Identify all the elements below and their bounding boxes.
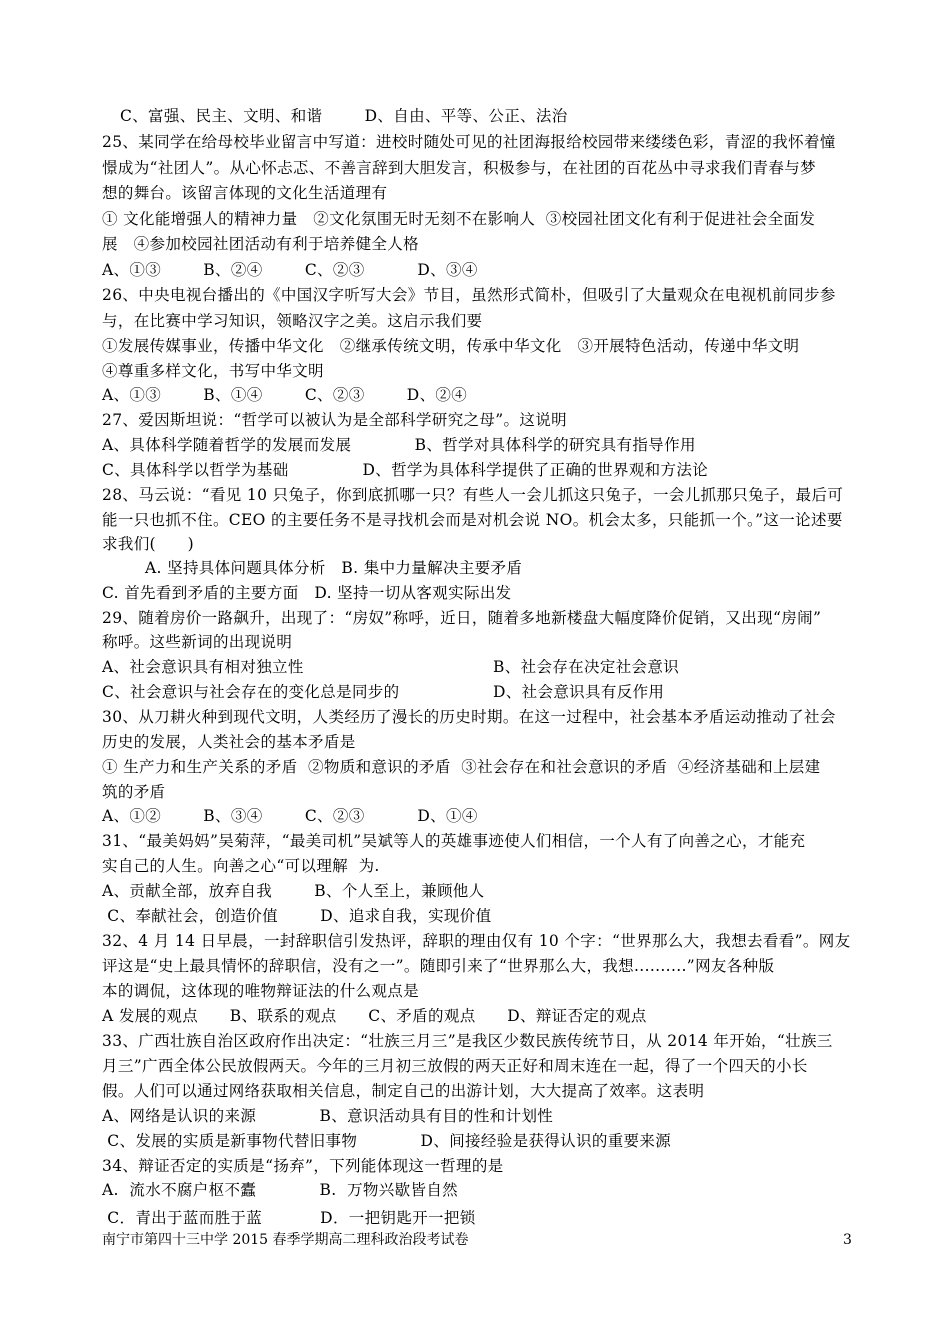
text-line: 25、某同学在给母校毕业留言中写道：进校时随处可见的社团海报给校园带来缕缕色彩，青涩的我怀着憧 (102, 133, 836, 151)
text-line: 假。人们可以通过网络获取相关信息，制定自己的出游计划，大大提高了效率。这表明 (102, 1082, 705, 1100)
text-line: 实自己的人生。向善之心“可以理解 为. (102, 857, 380, 875)
text-line: C. 首先看到矛盾的主要方面 D. 坚持一切从客观实际出发 (102, 584, 512, 602)
text-line: C、具体科学以哲学为基础 D、哲学为具体科学提供了正确的世界观和方法论 (102, 461, 709, 479)
text-line: 32、4 月 14 日早晨，一封辞职信引发热评，辞职的理由仅有 10 个字：“世界那么大，我想去看看”。网友 (102, 932, 851, 950)
text-line: 31、“最美妈妈”吴菊萍，“最美司机”吴斌等人的英雄事迹使人们相信，一个人有了向善之心，才能充 (102, 832, 806, 850)
text-line: ① 文化能增强人的精神力量 ②文化氛围无时无刻不在影响人 ③校园社团文化有利于促进社会全面发 (102, 210, 816, 228)
text-line: 历史的发展，人类社会的基本矛盾是 (102, 733, 356, 751)
text-line: 与，在比赛中学习知识，领略汉字之美。这启示我们要 (102, 312, 483, 330)
text-line: 憬成为“社团人”。从心怀忐忑、不善言辞到大胆发言，积极参与，在社团的百花丛中寻求我们青春与梦 (102, 159, 816, 177)
text-line: 筑的矛盾 (102, 783, 166, 801)
text-line: A、贡献全部，放弃自我 B、个人至上，兼顾他人 (102, 882, 485, 900)
text-line: 展 ④参加校园社团活动有利于培养健全人格 (102, 235, 419, 253)
text-line: 求我们( ) (102, 535, 195, 553)
text-line: B、社会存在决定社会意识 (493, 658, 680, 676)
text-line: A、①③ B、①④ C、②③ D、②④ (102, 386, 468, 404)
text-line: ① 生产力和生产关系的矛盾 ②物质和意识的矛盾 ③社会存在和社会意识的矛盾 ④经济基础和上层建 (102, 758, 821, 776)
text-line: 想的舞台。该留言体现的文化生活道理有 (102, 184, 388, 202)
text-line: A. 坚持具体问题具体分析 B. 集中力量解决主要矛盾 (145, 559, 523, 577)
text-line: 34、辩证否定的实质是“扬弃”，下列能体现这一哲理的是 (102, 1157, 504, 1175)
footer-title: 南宁市第四十三中学 2015 春季学期高二理科政治段考试卷 (102, 1232, 469, 1248)
text-line: 33、广西壮族自治区政府作出决定：“壮族三月三”是我区少数民族传统节日，从 2014 年开始，“壮族三 (102, 1032, 833, 1050)
text-line: A 发展的观点 B、联系的观点 C、矛盾的观点 D、辩证否定的观点 (102, 1007, 647, 1025)
text-line: 能一只也抓不住。CEO 的主要任务不是寻找机会而是对机会说 NO。机会太多，只能抓一个。”这一论述要 (102, 511, 843, 529)
text-line: 29、随着房价一路飙升，出现了：“房奴”称呼，近日，随着多地新楼盘大幅度降价促销，又出现“房闹” (102, 609, 822, 627)
text-line: A、①③ B、②④ C、②③ D、③④ (102, 261, 478, 279)
text-line: A、具体科学随着哲学的发展而发展 B、哲学对具体科学的研究具有指导作用 (102, 436, 696, 454)
text-line: 称呼。这些新词的出现说明 (102, 633, 293, 651)
text-line: C、奉献社会，创造价值 D、追求自我，实现价值 (102, 907, 492, 925)
text-line: C．青出于蓝而胜于蓝 D．一把钥匙开一把锁 (102, 1209, 476, 1227)
text-line: 26、中央电视台播出的《中国汉字听写大会》节目，虽然形式简朴，但吸引了大量观众在电视机前同步参 (102, 286, 836, 304)
page-number: 3 (843, 1232, 852, 1248)
text-line: A、网络是认识的来源 B、意识活动具有目的性和计划性 (102, 1107, 554, 1125)
text-line: 28、马云说：“看见 10 只兔子，你到底抓哪一只？有些人一会儿抓这只兔子，一会儿抓那只兔子，最后可 (102, 486, 844, 504)
text-line: 30、从刀耕火种到现代文明，人类经历了漫长的历史时期。在这一过程中，社会基本矛盾运动推动了社会 (102, 708, 836, 726)
text-line: 评这是“史上最具情怀的辞职信，没有之一”。随即引来了“世界那么大，我想..........”网友各种版 (102, 957, 775, 975)
text-line: A. 流水不腐户枢不蠹 B. 万物兴歇皆自然 (102, 1181, 459, 1199)
text-line: ④尊重多样文化，书写中华文明 (102, 362, 324, 380)
text-line: 27、爱因斯坦说：“哲学可以被认为是全部科学研究之母”。这说明 (102, 411, 567, 429)
text-line: C、富强、民主、文明、和谐 D、自由、平等、公正、法治 (120, 107, 568, 125)
text-line: 本的调侃，这体现的唯物辩证法的什么观点是 (102, 982, 420, 1000)
text-line: ①发展传媒事业，传播中华文化 ②继承传统文明，传承中华文化 ③开展特色活动，传递中华文明 (102, 337, 800, 355)
text-line: D、社会意识具有反作用 (493, 683, 665, 701)
text-line: C、发展的实质是新事物代替旧事物 D、间接经验是获得认识的重要来源 (102, 1132, 672, 1150)
text-line: C、社会意识与社会存在的变化总是同步的 (102, 683, 400, 701)
text-line: 月三”广西全体公民放假两天。今年的三月初三放假的两天正好和周末连在一起，得了一个四天的小长 (102, 1057, 808, 1075)
text-line: A、①② B、③④ C、②③ D、①④ (102, 807, 478, 825)
text-line: A、社会意识具有相对独立性 (102, 658, 304, 676)
